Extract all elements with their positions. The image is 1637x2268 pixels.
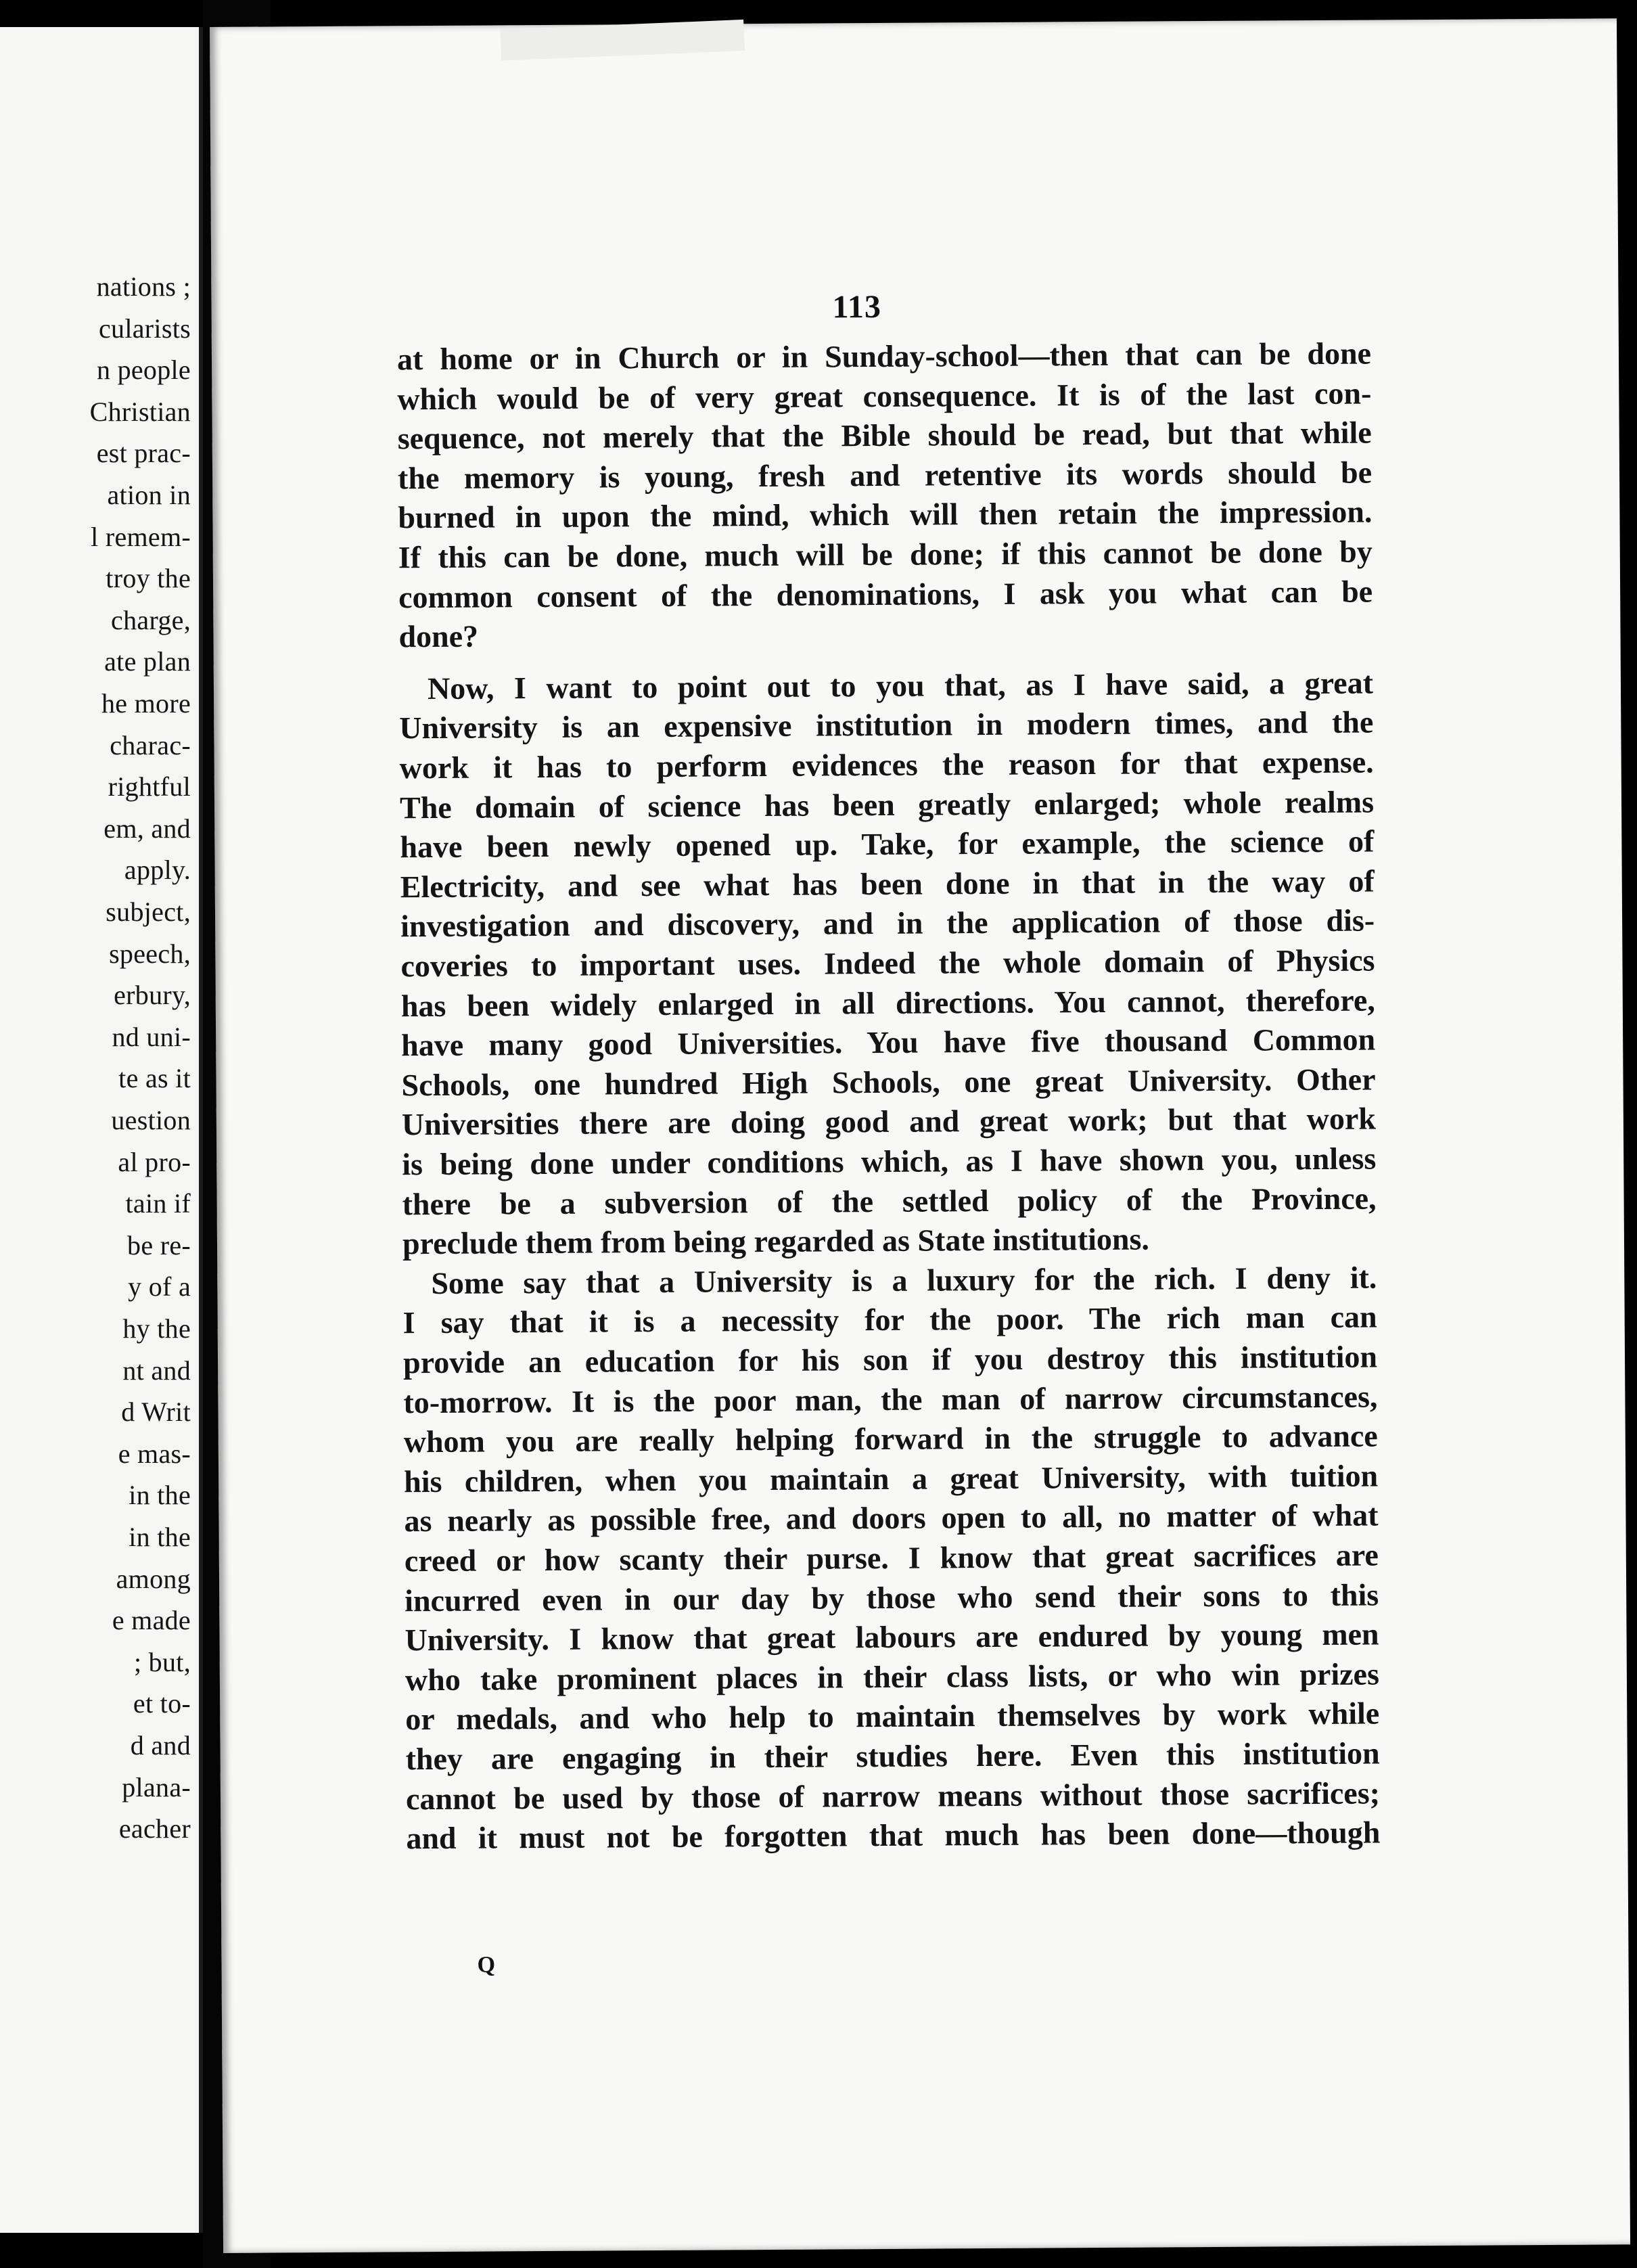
left-page-line: in the bbox=[129, 1522, 191, 1552]
signature-mark: Q bbox=[477, 1952, 496, 1978]
left-page-line: nt and bbox=[122, 1355, 191, 1386]
body-line: Some say that a University is a luxury for the rich. I deny it. bbox=[431, 1260, 1377, 1300]
left-page-line: apply. bbox=[124, 855, 191, 886]
right-page bbox=[210, 18, 1630, 2253]
body-line: and it must not be forgotten that much has been done—though bbox=[406, 1815, 1381, 1856]
body-line: If this can be done, much will be done; if this cannot be done by bbox=[398, 534, 1373, 575]
body-line: investigation and discovery, and in the application of those dis- bbox=[400, 903, 1375, 944]
body-line: at home or in Church or in Sunday-school—then that can be done bbox=[396, 336, 1372, 377]
body-line: his children, when you maintain a great University, with tuition bbox=[403, 1458, 1379, 1499]
left-page-line: te as it bbox=[118, 1063, 191, 1094]
body-line: coveries to important uses. Indeed the whole domain of Physics bbox=[400, 943, 1375, 984]
left-page-line: nations ; bbox=[96, 271, 191, 302]
body-line: Universities there are doing good and great work; but that work bbox=[401, 1101, 1377, 1142]
body-line: burned in upon the mind, which will then retain the impression. bbox=[398, 494, 1373, 535]
left-page-line: erbury, bbox=[114, 980, 191, 1011]
page-number: 113 bbox=[832, 288, 882, 325]
left-page-line: be re- bbox=[127, 1229, 191, 1261]
body-line: Now, I want to point out to you that, as I have said, a great bbox=[427, 665, 1374, 706]
body-line: which would be of very great consequence. It is of the last con- bbox=[397, 376, 1372, 416]
left-page-line: hy the bbox=[122, 1313, 191, 1344]
left-page-line: al pro- bbox=[118, 1146, 191, 1177]
left-page-line: et to- bbox=[133, 1688, 191, 1719]
body-line: or medals, and who help to maintain themselves by work while bbox=[405, 1696, 1380, 1737]
left-page-line: d Writ bbox=[121, 1397, 191, 1428]
body-line: who take prominent places in their class lists, or who win prizes bbox=[405, 1656, 1380, 1698]
body-line: sequence, not merely that the Bible should be read, but that while bbox=[397, 415, 1372, 456]
body-line: they are engaging in their studies here. Even this institution bbox=[405, 1736, 1380, 1777]
left-page-line: charge, bbox=[111, 604, 191, 635]
body-line: have been newly opened up. Take, for example, the science of bbox=[400, 823, 1375, 865]
left-page-line: nd uni- bbox=[112, 1021, 191, 1052]
body-line: incurred even in our day by those who send their sons to this bbox=[405, 1577, 1379, 1618]
body-line: University. I know that great labours are endured by young men bbox=[405, 1616, 1379, 1658]
left-page-line: uestion bbox=[111, 1105, 191, 1135]
left-page-line: n people bbox=[96, 355, 191, 386]
body-line: as nearly as possible free, and doors open to all, no matter of what bbox=[404, 1497, 1379, 1539]
left-page-line: speech, bbox=[109, 938, 191, 969]
left-page-line: he more bbox=[101, 688, 191, 719]
body-line: Electricity, and see what has been done in that in the way of bbox=[400, 863, 1375, 905]
body-line: I say that it is a necessity for the poor. The rich man can bbox=[402, 1299, 1377, 1340]
body-line: is being done under conditions which, as I have shown you, unless bbox=[402, 1141, 1377, 1182]
body-line: provide an education for his son if you destroy this institution bbox=[402, 1339, 1378, 1380]
left-page-line: tain if bbox=[125, 1188, 191, 1219]
body-line: to-morrow. It is the poor man, the man of narrow circumstances, bbox=[403, 1379, 1378, 1420]
body-line: creed or how scanty their purse. I know that great sacrifices are bbox=[404, 1537, 1379, 1579]
left-facing-page bbox=[0, 27, 203, 2233]
body-line: common consent of the denominations, I ask you what can be bbox=[398, 574, 1373, 614]
page-tab bbox=[500, 20, 745, 61]
body-line: cannot be used by those of narrow means without those sacrifices; bbox=[405, 1775, 1381, 1816]
body-line: done? bbox=[398, 618, 479, 654]
left-page-line: e made bbox=[112, 1605, 191, 1636]
left-page-line: ate plan bbox=[104, 646, 191, 677]
left-page-line: ation in bbox=[107, 480, 191, 510]
left-page-line: in the bbox=[129, 1480, 191, 1511]
body-line: The domain of science has been greatly enlarged; whole realms bbox=[399, 784, 1375, 825]
body-line: Schools, one hundred High Schools, one great University. Other bbox=[401, 1062, 1376, 1103]
body-line: the memory is young, fresh and retentive its words should be bbox=[397, 455, 1373, 496]
body-line: University is an expensive institution in modern times, and the bbox=[399, 704, 1374, 746]
left-page-line: em, and bbox=[103, 813, 191, 844]
left-page-line: cularists bbox=[98, 313, 191, 344]
left-page-line: l remem- bbox=[91, 521, 191, 552]
body-line: work it has to perform evidences the reason for that expense. bbox=[399, 744, 1374, 786]
left-page-line: e mas- bbox=[118, 1438, 191, 1469]
body-line: whom you are really helping forward in the struggle to advance bbox=[403, 1418, 1378, 1459]
left-page-line: y of a bbox=[128, 1271, 191, 1302]
left-page-line: plana- bbox=[122, 1771, 191, 1802]
body-line: preclude them from being regarded as State institutions. bbox=[402, 1221, 1150, 1261]
left-page-line: ; but, bbox=[133, 1646, 191, 1677]
left-page-line: d and bbox=[130, 1730, 191, 1761]
body-line: there be a subversion of the settled policy of the Province, bbox=[402, 1181, 1377, 1221]
left-page-line: subject, bbox=[106, 897, 191, 927]
left-page-line: charac- bbox=[110, 729, 191, 761]
left-page-line: est prac- bbox=[96, 438, 191, 469]
body-line: has been widely enlarged in all directions. You cannot, therefore, bbox=[400, 982, 1375, 1023]
left-page-line: among bbox=[116, 1563, 191, 1594]
left-page-line: troy the bbox=[106, 563, 191, 594]
left-page-line: Christian bbox=[89, 396, 191, 427]
left-page-line: rightful bbox=[108, 771, 191, 802]
left-page-line: eacher bbox=[118, 1813, 191, 1844]
body-line: have many good Universities. You have five thousand Common bbox=[401, 1022, 1376, 1063]
